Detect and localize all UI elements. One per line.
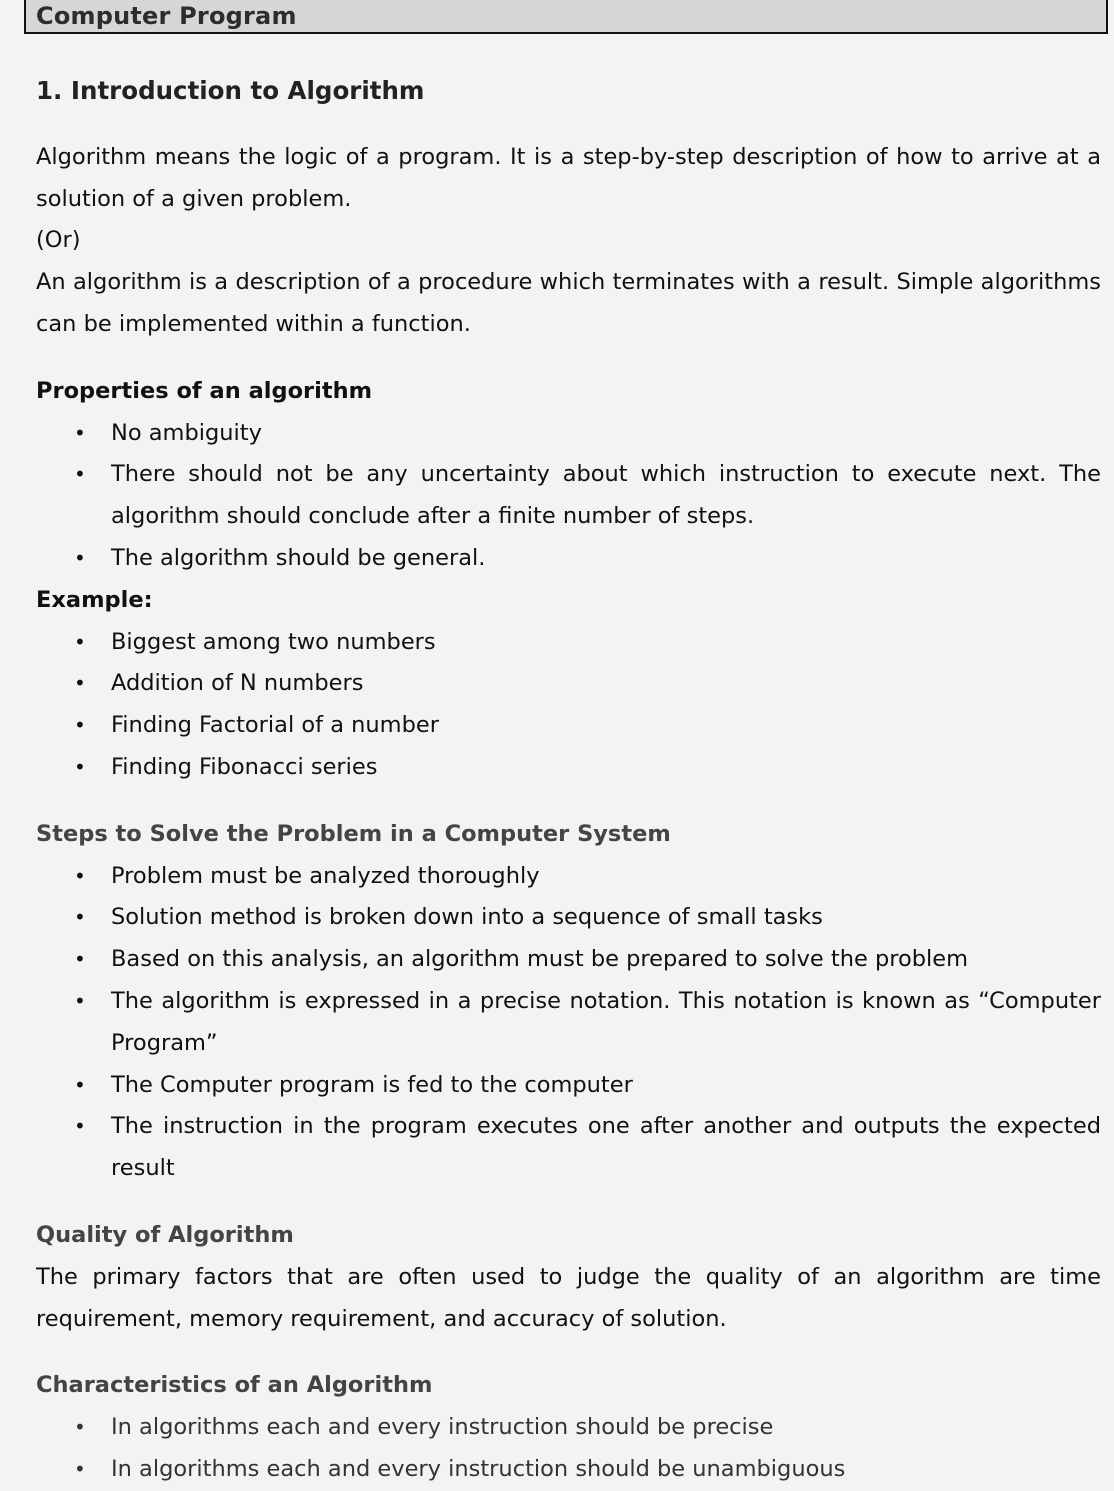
- bullet-icon: •: [74, 671, 86, 696]
- list-item: • Based on this analysis, an algorithm must be prepared to solve the problem: [36, 939, 1101, 981]
- list-item: • There should not be any uncertainty about which instruction to execute next. The algorithm should conclude after a finite number of steps.: [36, 454, 1101, 538]
- list-item: • The algorithm should be general.: [36, 538, 1101, 580]
- page-title: Computer Program: [36, 2, 297, 30]
- list-item: • Problem must be analyzed thoroughly: [36, 856, 1101, 898]
- quality-paragraph: The primary factors that are often used to judge the quality of an algorithm are time requirement, memory requirement, and accuracy of solution.: [36, 1263, 1101, 1332]
- list-item: • In algorithms each and every instruction should be unambiguous: [36, 1449, 1101, 1491]
- list-item: • Addition of N numbers: [36, 663, 1101, 705]
- bullet-icon: •: [74, 863, 86, 888]
- list-item: • Biggest among two numbers: [36, 622, 1101, 664]
- steps-heading: Steps to Solve the Problem in a Computer System: [36, 820, 671, 847]
- intro-paragraph-1: Algorithm means the logic of a program. It is a step-by-step description of how to arrive at a solution of a given problem.: [36, 143, 1101, 212]
- list-item: • No ambiguity: [36, 413, 1101, 455]
- list-item: • Finding Factorial of a number: [36, 705, 1101, 747]
- intro-paragraph-2: An algorithm is a description of a procedure which terminates with a result. Simple algorithms can be implemented within a function.: [36, 269, 1101, 337]
- bullet-icon: •: [74, 988, 86, 1013]
- bullet-icon: •: [74, 462, 86, 487]
- characteristics-list: [36, 1407, 1101, 1491]
- document-content: [36, 70, 1101, 1491]
- bullet-icon: •: [74, 629, 86, 654]
- list-item: • In algorithms each and every instruction should be precise: [36, 1407, 1101, 1449]
- section-heading-introduction: 1. Introduction to Algorithm: [36, 76, 425, 105]
- example-heading: Example:: [36, 586, 153, 613]
- bullet-icon: •: [74, 420, 86, 445]
- bullet-icon: •: [74, 905, 86, 930]
- properties-list: [36, 413, 1101, 580]
- bullet-icon: •: [74, 1456, 86, 1481]
- list-item: • The Computer program is fed to the computer: [36, 1065, 1101, 1107]
- bullet-icon: •: [74, 1415, 86, 1440]
- bullet-icon: •: [74, 545, 86, 570]
- bullet-icon: •: [74, 1114, 86, 1139]
- page-header-bar: [24, 0, 1108, 34]
- properties-heading: Properties of an algorithm: [36, 377, 373, 404]
- bullet-icon: •: [74, 947, 86, 972]
- list-item: • Solution method is broken down into a sequence of small tasks: [36, 897, 1101, 939]
- bullet-icon: •: [74, 1072, 86, 1097]
- list-item: • The instruction in the program executes one after another and outputs the expected result: [36, 1106, 1101, 1190]
- or-separator: (Or): [36, 227, 81, 254]
- list-item: • The algorithm is expressed in a precise notation. This notation is known as “Computer Program”: [36, 981, 1101, 1065]
- steps-list: [36, 856, 1101, 1190]
- list-item: • Finding Fibonacci series: [36, 747, 1101, 789]
- example-list: [36, 622, 1101, 789]
- characteristics-heading: Characteristics of an Algorithm: [36, 1372, 433, 1399]
- bullet-icon: •: [74, 754, 86, 779]
- bullet-icon: •: [74, 713, 86, 738]
- quality-heading: Quality of Algorithm: [36, 1221, 294, 1248]
